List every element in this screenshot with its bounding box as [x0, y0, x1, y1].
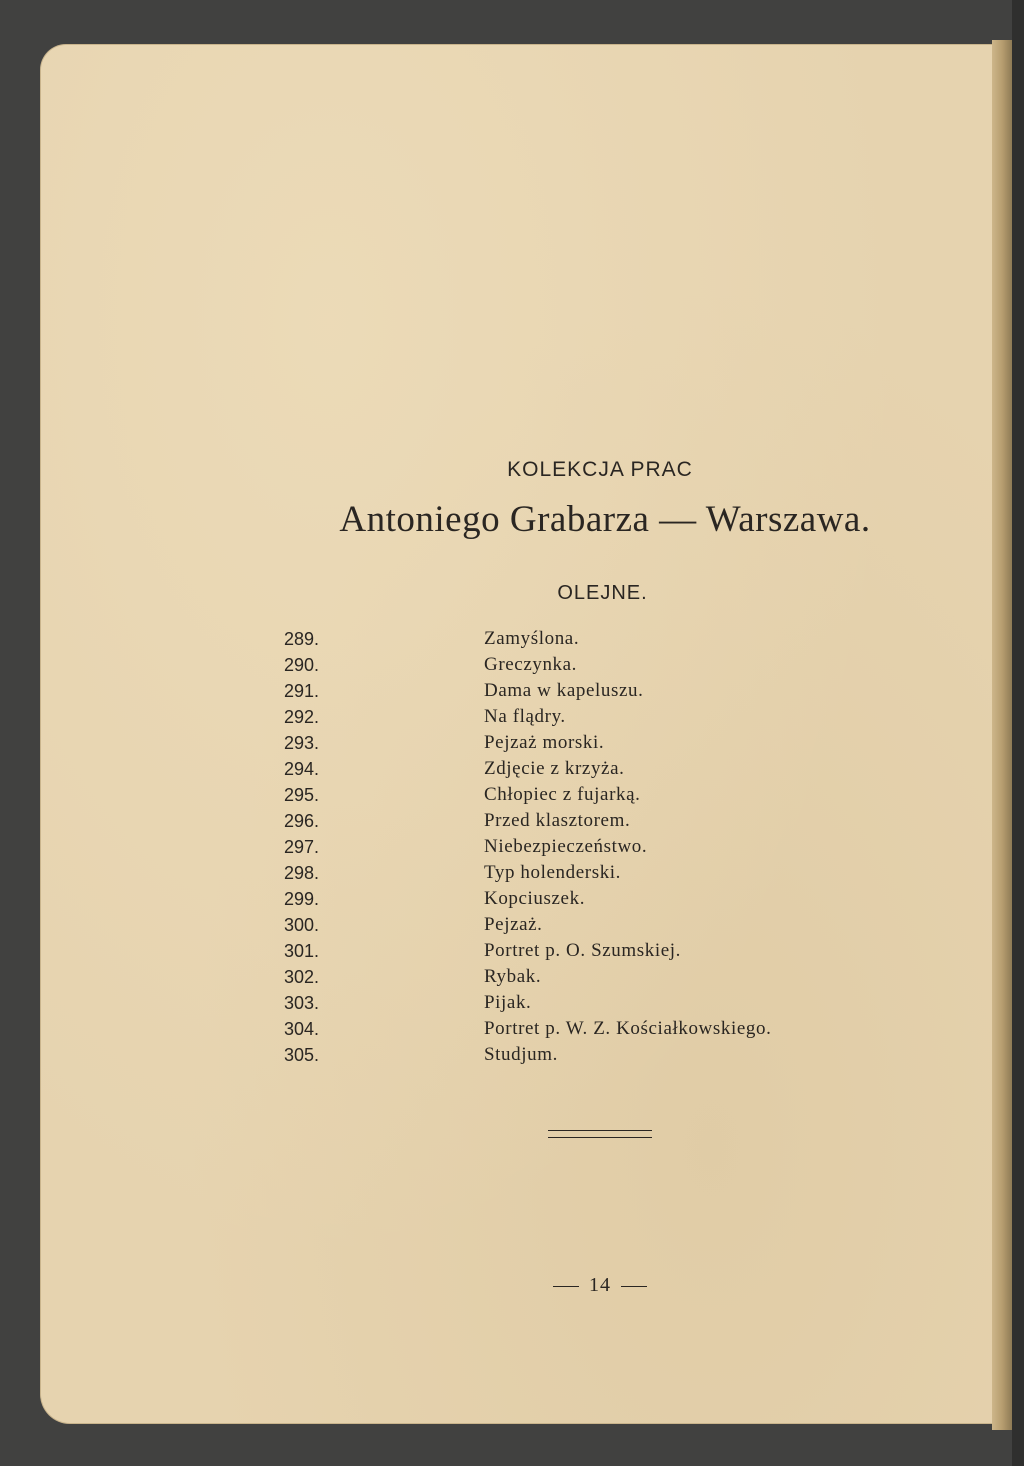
item-title: Pijak.	[484, 992, 532, 1013]
item-number: 293.	[284, 733, 320, 753]
item-title: Przed klasztorem.	[484, 810, 631, 831]
list-item	[284, 782, 904, 808]
item-number: 300.	[284, 915, 320, 935]
item-title: Zdjęcie z krzyża.	[484, 758, 625, 779]
list-item	[284, 964, 904, 990]
item-title: Typ holenderski.	[484, 862, 622, 883]
list-item	[284, 678, 904, 704]
list-item	[284, 1016, 904, 1042]
item-number: 292.	[284, 707, 320, 727]
collection-label: KOLEKCJA PRAC	[507, 458, 693, 481]
scan-edge	[1012, 0, 1024, 1466]
double-rule-bottom	[548, 1137, 652, 1138]
dash-left	[553, 1286, 579, 1287]
item-number: 304.	[284, 1019, 320, 1039]
list-item	[284, 834, 904, 860]
item-number: 305.	[284, 1045, 320, 1065]
item-number: 294.	[284, 759, 320, 779]
item-number: 298.	[284, 863, 320, 883]
item-number: 290.	[284, 655, 320, 675]
artwork-list	[284, 626, 904, 1068]
item-title: Chłopiec z fujarką.	[484, 784, 641, 805]
item-title: Niebezpieczeństwo.	[484, 836, 648, 857]
list-item	[284, 886, 904, 912]
item-title: Greczynka.	[484, 654, 578, 675]
double-rule-top	[548, 1130, 652, 1131]
item-title: Na flądry.	[484, 706, 566, 727]
item-number: 296.	[284, 811, 320, 831]
item-title: Pejzaż.	[484, 914, 543, 935]
item-title: Zamyślona.	[484, 628, 580, 649]
list-item	[284, 730, 904, 756]
item-title: Dama w kapeluszu.	[484, 680, 644, 701]
page-number	[40, 1274, 1024, 1297]
item-number: 291.	[284, 681, 320, 701]
section-heading: OLEJNE.	[557, 582, 648, 604]
list-item	[284, 808, 904, 834]
page-title: Antoniego Grabarza — Warszawa.	[339, 499, 871, 540]
item-title: Studjum.	[484, 1044, 558, 1065]
item-title: Portret p. W. Z. Kościałkowskiego.	[484, 1018, 772, 1039]
book-page	[40, 44, 1000, 1424]
book-spine	[992, 40, 1012, 1430]
list-item	[284, 1042, 904, 1068]
item-title: Pejzaż morski.	[484, 732, 605, 753]
list-item	[284, 756, 904, 782]
list-item	[284, 990, 904, 1016]
item-number: 295.	[284, 785, 320, 805]
item-number: 302.	[284, 967, 320, 987]
list-item	[284, 626, 904, 652]
item-number: 289.	[284, 629, 320, 649]
list-item	[284, 704, 904, 730]
list-item	[284, 912, 904, 938]
item-number: 301.	[284, 941, 320, 961]
item-title: Kopciuszek.	[484, 888, 586, 909]
item-number: 303.	[284, 993, 320, 1013]
item-number: 297.	[284, 837, 320, 857]
page-number-value: 14	[589, 1274, 611, 1296]
list-item	[284, 938, 904, 964]
list-item	[284, 860, 904, 886]
item-title: Portret p. O. Szumskiej.	[484, 940, 681, 961]
item-number: 299.	[284, 889, 320, 909]
list-item	[284, 652, 904, 678]
dash-right	[621, 1286, 647, 1287]
item-title: Rybak.	[484, 966, 542, 987]
